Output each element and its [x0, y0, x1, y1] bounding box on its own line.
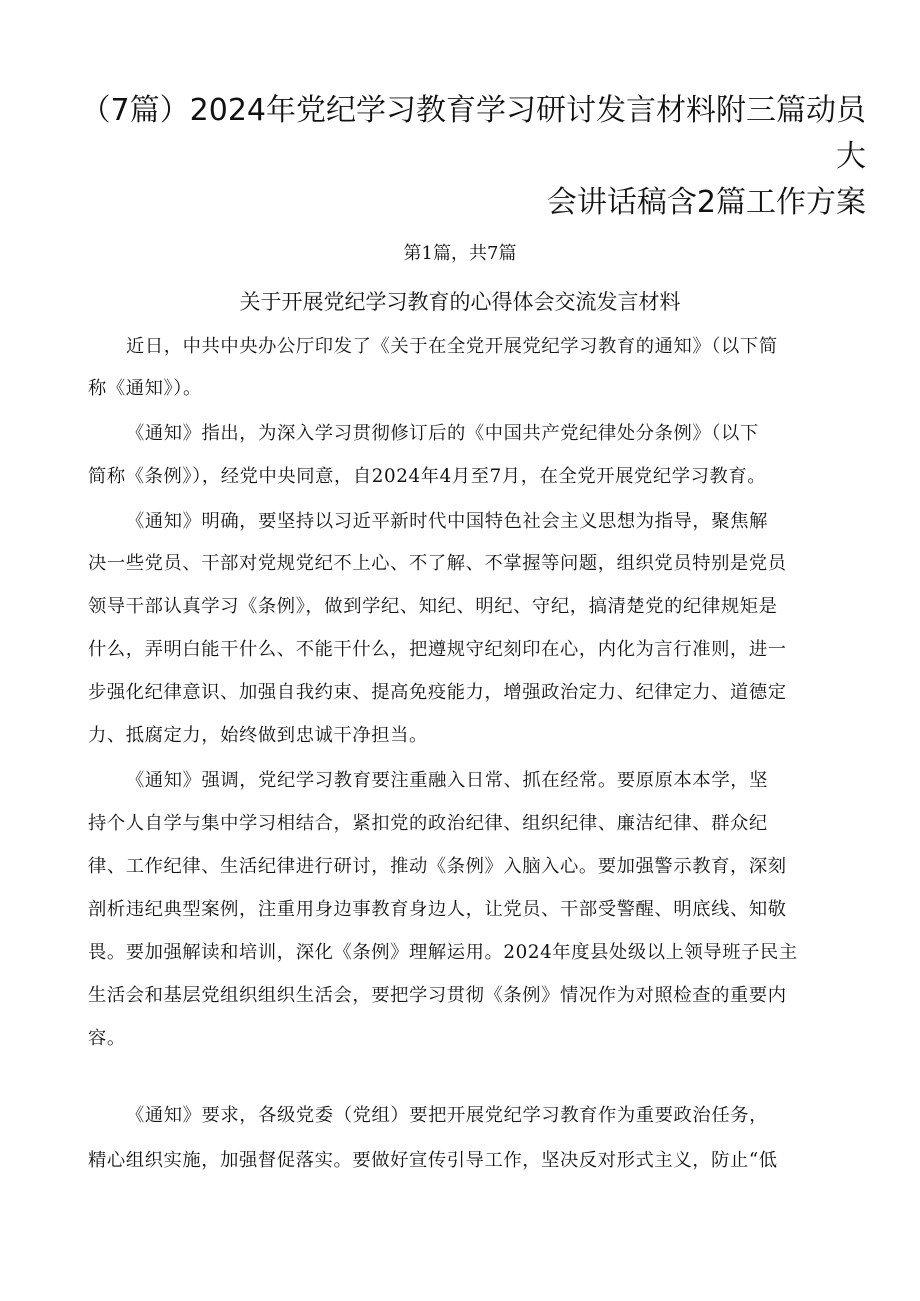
- body-line: 容。: [88, 1028, 126, 1049]
- body-line: 什么，弄明白能干什么、不能干什么，把遵规守纪刻印在心，内化为言行准则，进一: [88, 639, 787, 660]
- body-line: 近日，中共中央办公厅印发了《关于在全党开展党纪学习教育的通知》（以下简: [126, 336, 778, 357]
- body-line: 持个人自学与集中学习相结合，紧扣党的政治纪律、组织纪律、廉洁纪律、群众纪: [88, 813, 768, 834]
- body-line: 称《通知》）。: [88, 378, 202, 399]
- body-line: 生活会和基层党组织组织生活会，要把学习贯彻《条例》情况作为对照检查的重要内: [88, 985, 787, 1006]
- title-line: 会讲话稿含2篇工作方案: [546, 185, 866, 220]
- body-line: 《通知》明确，要坚持以习近平新时代中国特色社会主义思想为指导，聚焦解: [126, 511, 768, 532]
- title-line: （7篇）2024年党纪学习教育学习研讨发言材料附三篇动员大: [80, 93, 866, 174]
- body-line: 力、抵腐定力，始终做到忠诚干净担当。: [88, 725, 428, 746]
- document-title: [60, 88, 866, 226]
- body-line: 《通知》指出，为深入学习贯彻修订后的《中国共产党纪律处分条例》（以下: [126, 423, 759, 444]
- body-line: 简称《条例》），经党中央同意，自2024年4月至7月，在全党开展党纪学习教育。: [88, 466, 767, 487]
- section-title: 关于开展党纪学习教育的心得体会交流发言材料: [239, 290, 681, 314]
- body-line: 步强化纪律意识、加强自我约束、提高免疫能力，增强政治定力、纪律定力、道德定: [88, 682, 787, 703]
- body-line: 领导干部认真学习《条例》，做到学纪、知纪、明纪、守纪，搞清楚党的纪律规矩是: [88, 596, 778, 617]
- body-line: 律、工作纪律、生活纪律进行研讨，推动《条例》入脑入心。要加强警示教育，深刻: [88, 856, 787, 877]
- body-line: 精心组织实施，加强督促落实。要做好宣传引导工作，坚决反对形式主义，防止“低: [88, 1150, 778, 1171]
- body-line: 《通知》强调，党纪学习教育要注重融入日常、抓在经常。要原原本本学，坚: [126, 770, 768, 791]
- body-line: 剖析违纪典型案例，注重用身边事教育身边人，让党员、干部受警醒、明底线、知敬: [88, 899, 787, 920]
- part-label: 第1篇，共7篇: [403, 243, 517, 264]
- body-line: 《通知》要求，各级党委（党组）要把开展党纪学习教育作为重要政治任务，: [126, 1105, 768, 1126]
- body-line: 决一些党员、干部对党规党纪不上心、不了解、不掌握等问题，组织党员特别是党员: [88, 553, 787, 574]
- body-line: 畏。要加强解读和培训，深化《条例》理解运用。2024年度县处级以上领导班子民主: [88, 942, 798, 963]
